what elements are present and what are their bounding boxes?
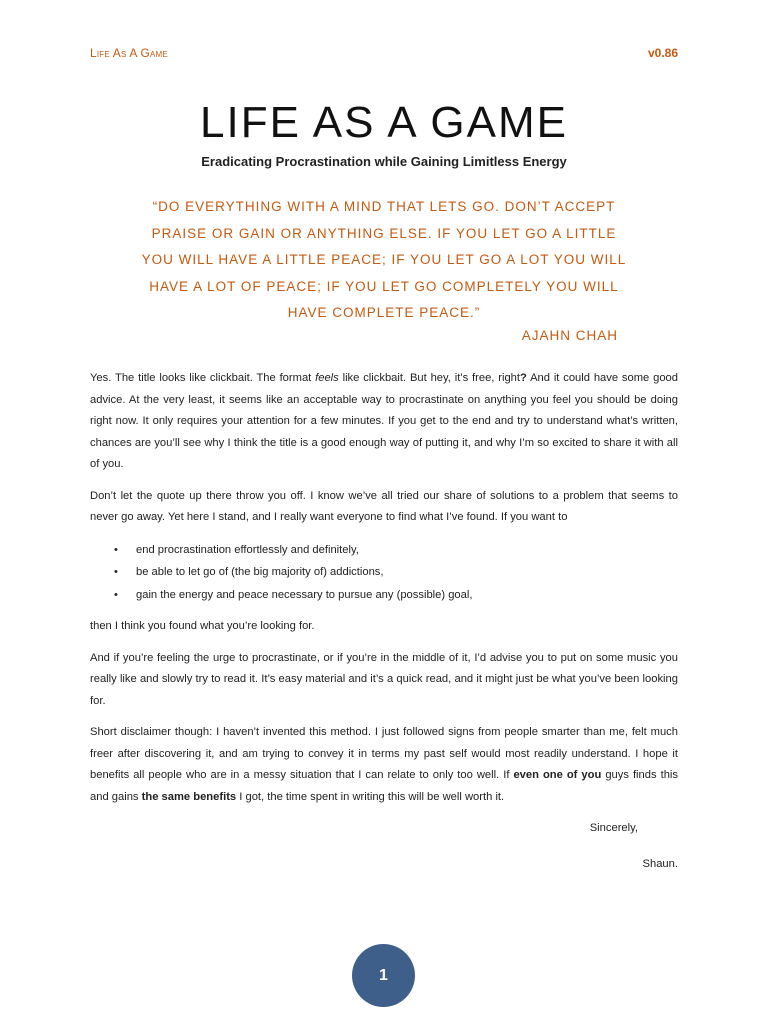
list-item: • end procrastination effortlessly and definitely, <box>136 539 678 562</box>
paragraph-quote-note: Don’t let the quote up there throw you off. I know we’ve all tried our share of solutions to a problem that seems to never go away. Yet here I stand, and I really want everyone to find what I’ve found. If you want to <box>90 489 678 523</box>
document-body <box>90 368 678 889</box>
document-title: LIFE AS A GAME <box>200 98 568 147</box>
emphasis-feels: feels <box>315 372 339 384</box>
paragraph-disclaimer-part-b: guys finds this and gains <box>90 769 678 803</box>
strong-same-benefits: the same benefits <box>141 790 237 803</box>
epigraph-quote: “DO EVERYTHING WITH A MIND THAT LETS GO. DON’T ACCEPT PRAISE OR GAIN OR ANYTHING ELSE. IF YOU LET GO A LITTLE YOU WILL HAVE A LITTLE PEACE; IF YOU LET GO A LOT YOU WILL HAVE A LOT OF PEACE; IF YOU LET GO COMPLETELY YOU WILL HAVE COMPLETE PEACE.” <box>141 199 627 320</box>
list-item: • be able to let go of (the big majority of) addictions, <box>136 561 678 584</box>
paragraph-disclaimer-part-c: I got, the time spent in writing this will be well worth it. <box>236 790 505 803</box>
header-title: Life As A Game <box>90 46 168 60</box>
paragraph-intro-part-c: And it could have some good advice. At the very least, it seems like an acceptable way to procrastinate on anything you feel you should be doing right now. It only requires your attention for a few minutes. If you get to the end and try to understand what’s written, chances are you’ll see why I think the title is a good enough way of putting it, and why I’m so excited to share it with all of you. <box>90 372 679 470</box>
signoff-sincerely: Sincerely, <box>589 822 638 834</box>
strong-question-mark: ? <box>520 372 527 384</box>
strong-even-one-of-you: even one of you <box>513 769 602 781</box>
signature: Shaun. <box>642 857 678 870</box>
paragraph-conclusion: then I think you found what you’re looking for. <box>90 620 315 632</box>
epigraph-author: AJAHN CHAH <box>521 328 618 343</box>
paragraph-disclaimer <box>90 722 678 808</box>
signoff-block <box>90 818 678 875</box>
page-number-badge: 1 <box>352 944 415 1007</box>
page-header <box>90 46 678 64</box>
paragraph-disclaimer-part-a: Short disclaimer though: I haven’t invented this method. I just followed signs from people smarter than me, felt much freer after discovering it, and am trying to convey it in terms my past self would most readily understand. I hope it benefits all people who are in a messy situation that I can relate to only too well. If <box>90 726 678 781</box>
document-subtitle: Eradicating Procrastination while Gaining Limitless Energy <box>201 154 567 169</box>
benefits-list <box>90 539 678 607</box>
paragraph-intro-part-b: like clickbait. But hey, it’s free, right <box>338 372 521 384</box>
list-item: • gain the energy and peace necessary to pursue any (possible) goal, <box>136 584 678 607</box>
header-version: v0.86 <box>647 46 678 60</box>
paragraph-advice: And if you’re feeling the urge to procrastinate, or if you’re in the middle of it, I’d advise you to put on some music you really like and slowly try to read it. It’s easy material and it’s a quick read, and it might just be what you’ve been looking for. <box>90 651 678 707</box>
paragraph-intro <box>90 368 678 476</box>
paragraph-intro-part-a: Yes. The title looks like clickbait. The format <box>90 372 316 384</box>
